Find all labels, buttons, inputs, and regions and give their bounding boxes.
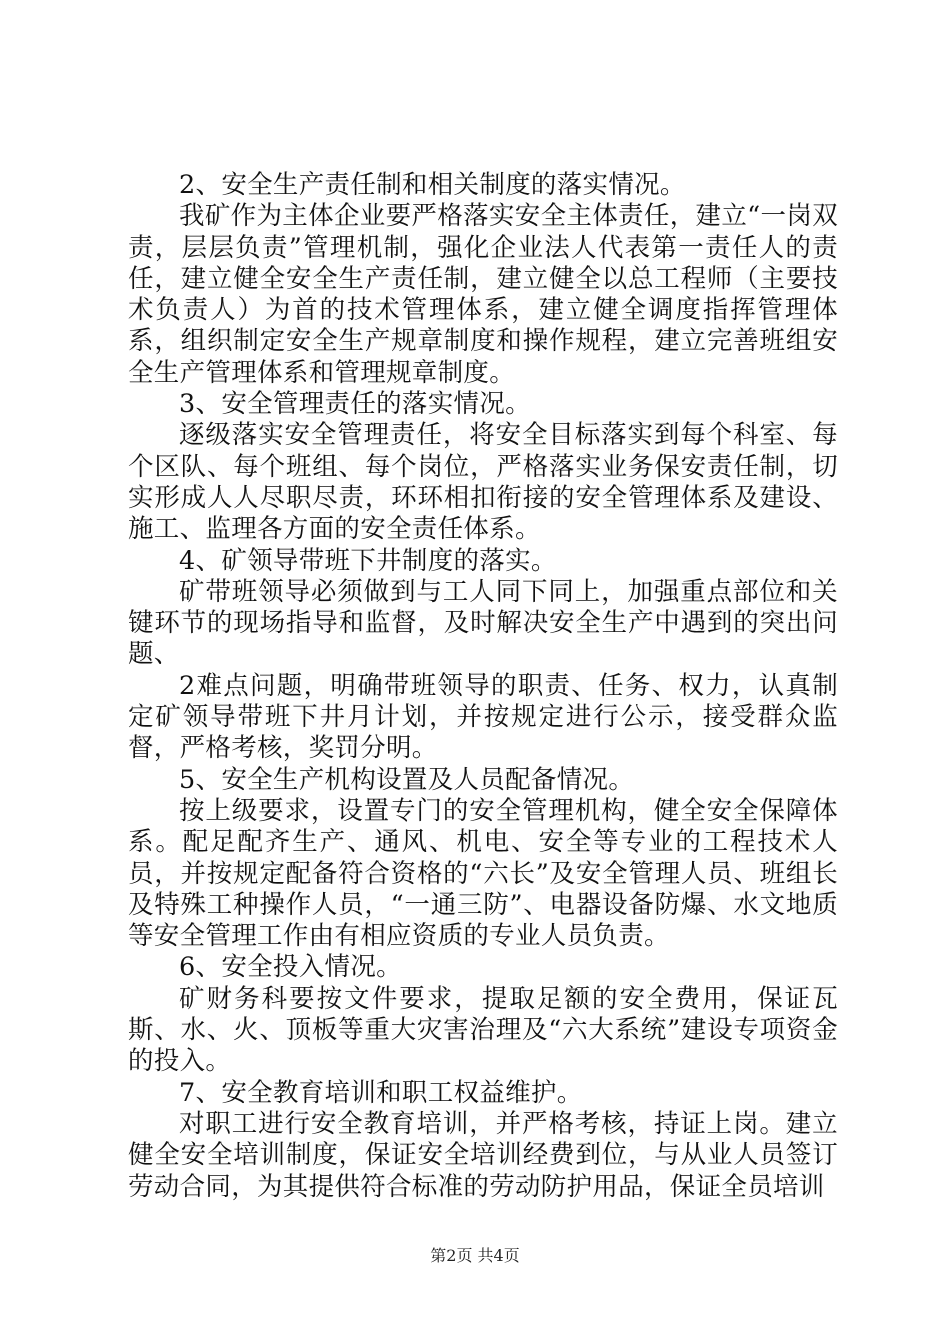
- document-body: [128, 170, 838, 1203]
- paragraph: 逐级落实安全管理责任，将安全目标落实到每个科室、每个区队、每个班组、每个岗位，严格落实业务保安责任制，切实形成人人尽职尽责，环环相扣衔接的安全管理体系及建设、施工、监理各方面的安全责任体系。: [128, 420, 838, 545]
- paragraph: 我矿作为主体企业要严格落实安全主体责任，建立“一岗双责，层层负责”管理机制，强化企业法人代表第一责任人的责任，建立健全安全生产责任制，建立健全以总工程师（主要技术负责人）为首的技术管理体系，建立健全调度指挥管理体系，组织制定安全生产规章制度和操作规程，建立完善班组安全生产管理体系和管理规章制度。: [128, 201, 838, 388]
- section-heading-7: 7、安全教育培训和职工权益维护。: [179, 1077, 583, 1108]
- paragraph: 按上级要求，设置专门的安全管理机构，健全安全保障体系。配足配齐生产、通风、机电、安全等专业的工程技术人员，并按规定配备符合资格的“六长”及安全管理人员、班组长及特殊工种操作人员，“一通三防”、电器设备防爆、水文地质等安全管理工作由有相应资质的专业人员负责。: [128, 795, 838, 952]
- paragraph: 对职工进行安全教育培训，并严格考核，持证上岗。建立健全安全培训制度，保证安全培训经费到位，与从业人员签订劳动合同，为其提供符合标准的劳动防护用品，保证全员培训: [128, 1108, 838, 1202]
- paragraph: 矿财务科要按文件要求，提取足额的安全费用，保证瓦斯、水、火、顶板等重大灾害治理及“六大系统”建设专项资金的投入。: [128, 983, 838, 1077]
- paragraph: 2难点问题，明确带班领导的职责、任务、权力，认真制定矿领导带班下井月计划，并按规定进行公示，接受群众监督，严格考核，奖罚分明。: [128, 670, 838, 764]
- section-heading-6: 6、安全投入情况。: [179, 952, 402, 983]
- section-heading-3: 3、安全管理责任的落实情况。: [179, 389, 531, 420]
- paragraph: 矿带班领导必须做到与工人同下同上，加强重点部位和关键环节的现场指导和监督，及时解决安全生产中遇到的突出问题、: [128, 576, 838, 670]
- section-heading-2: 2、安全生产责任制和相关制度的落实情况。: [179, 170, 686, 200]
- page-footer: 第2页 共4页: [430, 1246, 520, 1265]
- section-heading-5: 5、安全生产机构设置及人员配备情况。: [179, 764, 635, 795]
- section-heading-4: 4、矿领导带班下井制度的落实。: [179, 545, 557, 576]
